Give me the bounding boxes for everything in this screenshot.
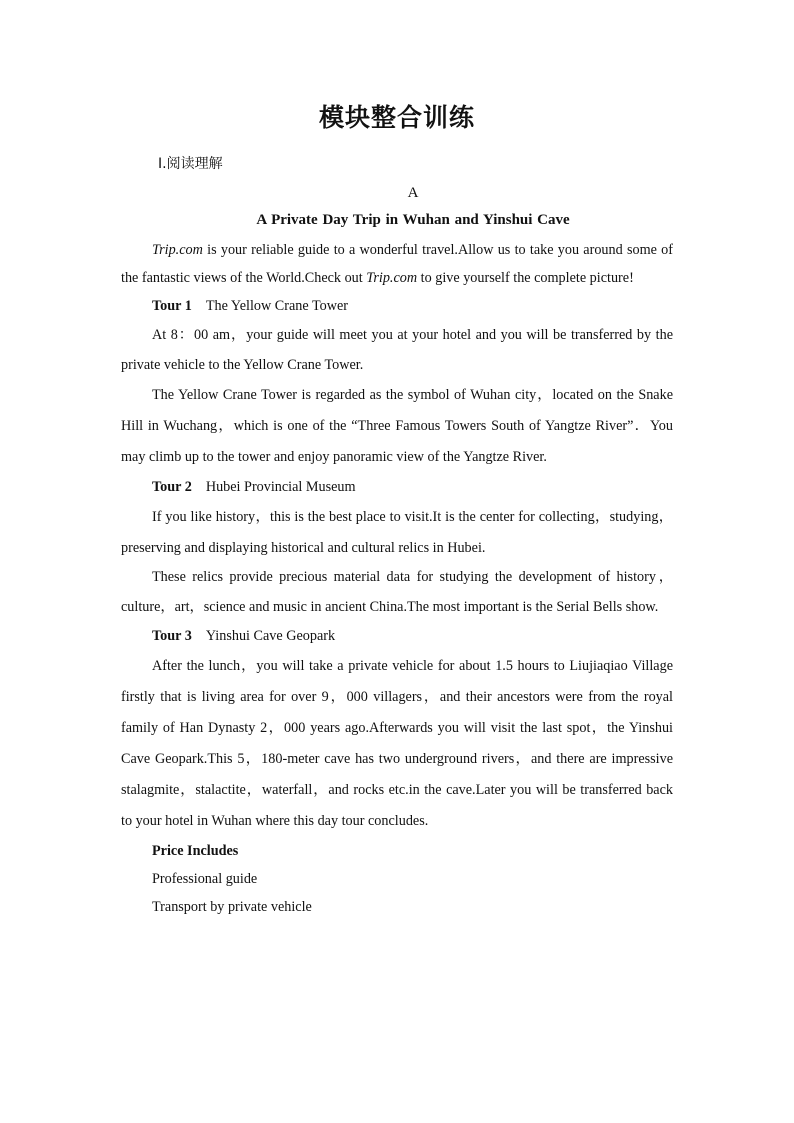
intro-text-1: is your reliable guide to a wonderful travel.Allow us to take you around some of the fantastic views of the World.Check out [121, 242, 673, 286]
tour-3-label: Tour 3 [152, 628, 192, 644]
tour-2-paragraph-1: If you like history，this is the best place to visit.It is the center for collecting，studying，preserving and displaying historical and cultural relics in Hubei. [121, 509, 673, 556]
tour-1-paragraph-1: At 8：00 am，your guide will meet you at your hotel and you will be transferred by the private vehicle to the Yellow Crane Tower. [121, 327, 673, 373]
tour-1-heading [121, 292, 673, 321]
brand-name-2: Trip.com [366, 270, 418, 286]
passage-letter: A [407, 185, 419, 201]
tour-1-label: Tour 1 [152, 298, 192, 314]
price-heading: Price Includes [152, 843, 239, 859]
intro-paragraph [121, 236, 673, 292]
tour-3-heading [121, 622, 673, 651]
tour-2-heading [121, 473, 673, 502]
tour-2-label: Tour 2 [152, 479, 192, 495]
tour-2-paragraph-2: These relics provide precious material data for studying the development of history，culture，art，science and music in ancient China.The most important is the Serial Bells show. [121, 569, 673, 615]
tour-1-name: The Yellow Crane Tower [205, 298, 348, 314]
tour-2-name: Hubei Provincial Museum [205, 479, 356, 495]
section-label: Ⅰ.阅读理解 [158, 156, 223, 172]
passage-body [121, 236, 673, 921]
price-item: Transport by private vehicle [152, 899, 312, 915]
tour-1-paragraph-2: The Yellow Crane Tower is regarded as the symbol of Wuhan city，located on the Snake Hill in Wuchang，which is one of the “Three Famous Towers South of Yangtze River”．You may climb up to the tower and enjoy panoramic view of the Yangtze River. [121, 387, 673, 465]
tour-3-name: Yinshui Cave Geopark [205, 628, 336, 644]
page-title: 模块整合训练 [318, 103, 475, 132]
passage-title: A Private Day Trip in Wuhan and Yinshui Cave [256, 212, 570, 228]
intro-text-2: to give yourself the complete picture! [417, 270, 634, 286]
price-item: Professional guide [152, 871, 258, 887]
brand-name: Trip.com [152, 242, 203, 258]
tour-3-paragraph-1: After the lunch，you will take a private vehicle for about 1.5 hours to Liujiaqiao Village firstly that is living area for over 9，000 villagers，and their ancestors were from the royal family of Han Dynasty 2，000 years ago.Afterwards you will visit the last spot，the Yinshui Cave Geopark.This 5，180-meter cave has two underground rivers，and there are impressive stalagmite，stalactite，waterfall，and rocks etc.in the cave.Later you will be transferred back to your hotel in Wuhan where this day tour concludes. [121, 658, 673, 829]
